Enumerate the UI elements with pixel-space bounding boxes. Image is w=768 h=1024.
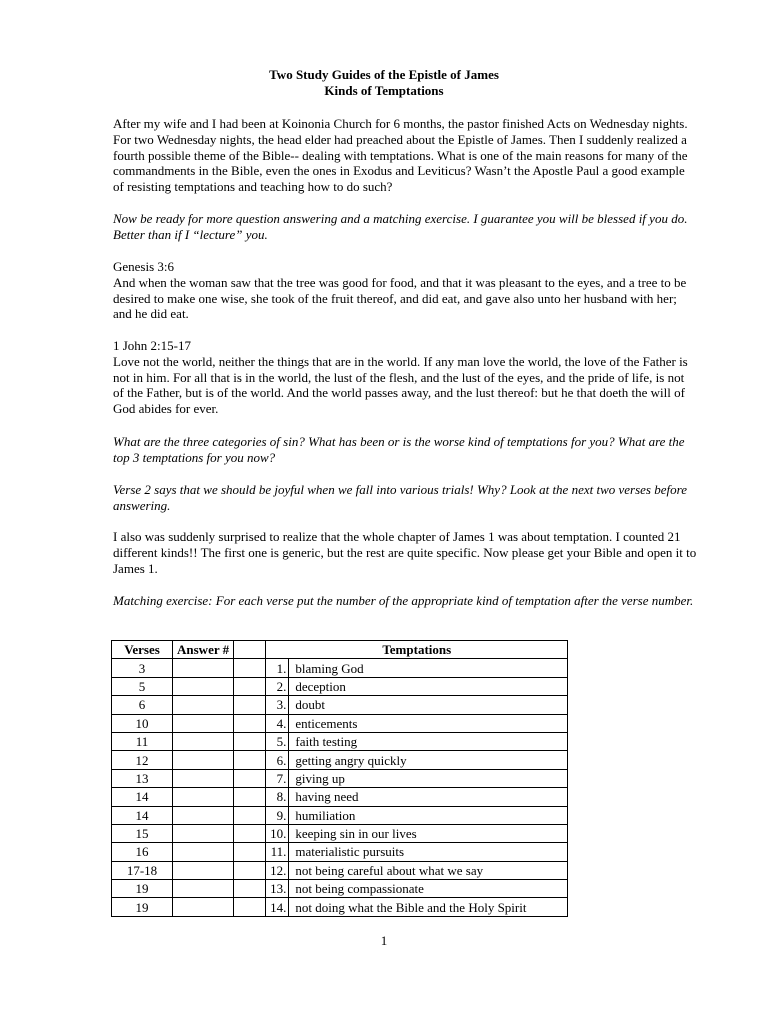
temptation-cell: humiliation bbox=[289, 806, 568, 824]
answer-cell[interactable] bbox=[173, 659, 234, 677]
temptation-cell: giving up bbox=[289, 769, 568, 787]
table-row bbox=[112, 824, 568, 842]
header-answer: Answer # bbox=[173, 641, 234, 659]
table-row bbox=[112, 677, 568, 695]
verse-cell: 14 bbox=[112, 788, 173, 806]
temptation-cell: not being compassionate bbox=[289, 880, 568, 898]
blank-cell bbox=[234, 659, 266, 677]
blank-cell bbox=[234, 898, 266, 916]
verse-cell: 19 bbox=[112, 880, 173, 898]
verse-cell: 13 bbox=[112, 769, 173, 787]
answer-cell[interactable] bbox=[173, 788, 234, 806]
table-row bbox=[112, 806, 568, 824]
matching-table bbox=[111, 640, 568, 917]
blank-cell bbox=[234, 824, 266, 842]
verse-cell: 12 bbox=[112, 751, 173, 769]
temptation-cell: not doing what the Bible and the Holy Spirit bbox=[289, 898, 568, 916]
table-row bbox=[112, 769, 568, 787]
temptation-cell: blaming God bbox=[289, 659, 568, 677]
verse-cell: 16 bbox=[112, 843, 173, 861]
blank-cell bbox=[234, 732, 266, 750]
answer-cell[interactable] bbox=[173, 806, 234, 824]
temptation-number: 7. bbox=[266, 769, 289, 787]
temptation-cell: faith testing bbox=[289, 732, 568, 750]
temptation-number: 4. bbox=[266, 714, 289, 732]
verse-cell: 6 bbox=[112, 696, 173, 714]
blank-cell bbox=[234, 696, 266, 714]
john-passage bbox=[113, 338, 698, 417]
table-header-row bbox=[112, 641, 568, 659]
temptation-number: 12. bbox=[266, 861, 289, 879]
table-row bbox=[112, 880, 568, 898]
surprise-paragraph: I also was suddenly surprised to realize that the whole chapter of James 1 was about temptation. I counted 21 different kinds!! The first one is generic, but the rest are quite specific. Now please get your Bible and open it to James 1. bbox=[113, 529, 697, 576]
answer-cell[interactable] bbox=[173, 751, 234, 769]
title-line-1: Two Study Guides of the Epistle of James bbox=[269, 67, 499, 82]
temptation-number: 6. bbox=[266, 751, 289, 769]
answer-cell[interactable] bbox=[173, 843, 234, 861]
sin-question: What are the three categories of sin? What has been or is the worse kind of temptations for you? What are the top 3 temptations for you now? bbox=[113, 434, 685, 465]
john-reference: 1 John 2:15-17 bbox=[113, 338, 191, 353]
temptation-cell: keeping sin in our lives bbox=[289, 824, 568, 842]
temptation-cell: materialistic pursuits bbox=[289, 843, 568, 861]
verse-cell: 5 bbox=[112, 677, 173, 695]
answer-cell[interactable] bbox=[173, 861, 234, 879]
genesis-passage bbox=[113, 259, 698, 322]
answer-cell[interactable] bbox=[173, 696, 234, 714]
intro-paragraph: After my wife and I had been at Koinonia Church for 6 months, the pastor finished Acts on Wednesday nights. For two Wednesday nights, the head elder had preached about the Epistle of James. Then I suddenly realized a fourth possible theme of the Bible-- dealing with temptations. What is one of the main reasons for many of the commandments in the Bible, even the ones in Exodus and Leviticus? Wasn’t the Apostle Paul a good example of resisting temptations and teaching how to do such? bbox=[113, 116, 688, 195]
answer-cell[interactable] bbox=[173, 714, 234, 732]
temptation-number: 9. bbox=[266, 806, 289, 824]
temptation-number: 2. bbox=[266, 677, 289, 695]
matching-instructions: Matching exercise: For each verse put the number of the appropriate kind of temptation after the verse number. bbox=[113, 593, 694, 608]
verse-cell: 11 bbox=[112, 732, 173, 750]
blank-cell bbox=[234, 843, 266, 861]
verse-cell: 10 bbox=[112, 714, 173, 732]
temptation-cell: deception bbox=[289, 677, 568, 695]
genesis-reference: Genesis 3:6 bbox=[113, 259, 175, 274]
temptation-number: 14. bbox=[266, 898, 289, 916]
verse-cell: 3 bbox=[112, 659, 173, 677]
temptation-number: 10. bbox=[266, 824, 289, 842]
table-row bbox=[112, 659, 568, 677]
genesis-text: And when the woman saw that the tree was good for food, and that it was pleasant to the eyes, and a tree to be desired to make one wise, she took of the fruit thereof, and did eat, and gave also unto her husband with her; and he did eat. bbox=[113, 274, 687, 322]
table-row bbox=[112, 714, 568, 732]
answer-cell[interactable] bbox=[173, 880, 234, 898]
verse-cell: 15 bbox=[112, 824, 173, 842]
temptation-cell: enticements bbox=[289, 714, 568, 732]
blank-cell bbox=[234, 714, 266, 732]
table-row bbox=[112, 696, 568, 714]
john-text: Love not the world, neither the things that are in the world. If any man love the world, the love of the Father is not in him. For all that is in the world, the lust of the flesh, and the lust of the eyes, and the pride of life, is not of the Father, but is of the world. And the world passes away, and the lust thereof: but he that doeth the will of God abides for ever. bbox=[113, 353, 688, 417]
answer-cell[interactable] bbox=[173, 677, 234, 695]
document-title bbox=[0, 67, 768, 99]
table-row bbox=[112, 788, 568, 806]
table-row bbox=[112, 861, 568, 879]
temptation-number: 3. bbox=[266, 696, 289, 714]
ready-prompt: Now be ready for more question answering and a matching exercise. I guarantee you will be blessed if you do. Better than if I “lecture” you. bbox=[113, 211, 688, 242]
blank-cell bbox=[234, 788, 266, 806]
blank-cell bbox=[234, 751, 266, 769]
title-line-2: Kinds of Temptations bbox=[324, 83, 444, 98]
temptation-number: 1. bbox=[266, 659, 289, 677]
temptation-cell: doubt bbox=[289, 696, 568, 714]
verse2-question: Verse 2 says that we should be joyful when we fall into various trials! Why? Look at the next two verses before answering. bbox=[113, 482, 687, 513]
temptation-cell: not being careful about what we say bbox=[289, 861, 568, 879]
answer-cell[interactable] bbox=[173, 769, 234, 787]
table-row bbox=[112, 898, 568, 916]
verse-cell: 19 bbox=[112, 898, 173, 916]
header-blank bbox=[234, 641, 266, 659]
temptation-cell: getting angry quickly bbox=[289, 751, 568, 769]
answer-cell[interactable] bbox=[173, 732, 234, 750]
temptation-number: 5. bbox=[266, 732, 289, 750]
temptation-number: 8. bbox=[266, 788, 289, 806]
page-number: 1 bbox=[380, 933, 388, 948]
temptation-number: 13. bbox=[266, 880, 289, 898]
temptation-cell: having need bbox=[289, 788, 568, 806]
table-row bbox=[112, 732, 568, 750]
verse-cell: 17-18 bbox=[112, 861, 173, 879]
temptation-number: 11. bbox=[266, 843, 289, 861]
header-temptations: Temptations bbox=[266, 641, 568, 659]
blank-cell bbox=[234, 806, 266, 824]
blank-cell bbox=[234, 861, 266, 879]
blank-cell bbox=[234, 880, 266, 898]
table-body bbox=[112, 659, 568, 916]
table-row bbox=[112, 751, 568, 769]
header-verses: Verses bbox=[112, 641, 173, 659]
blank-cell bbox=[234, 769, 266, 787]
verse-cell: 14 bbox=[112, 806, 173, 824]
answer-cell[interactable] bbox=[173, 824, 234, 842]
table-row bbox=[112, 843, 568, 861]
blank-cell bbox=[234, 677, 266, 695]
answer-cell[interactable] bbox=[173, 898, 234, 916]
